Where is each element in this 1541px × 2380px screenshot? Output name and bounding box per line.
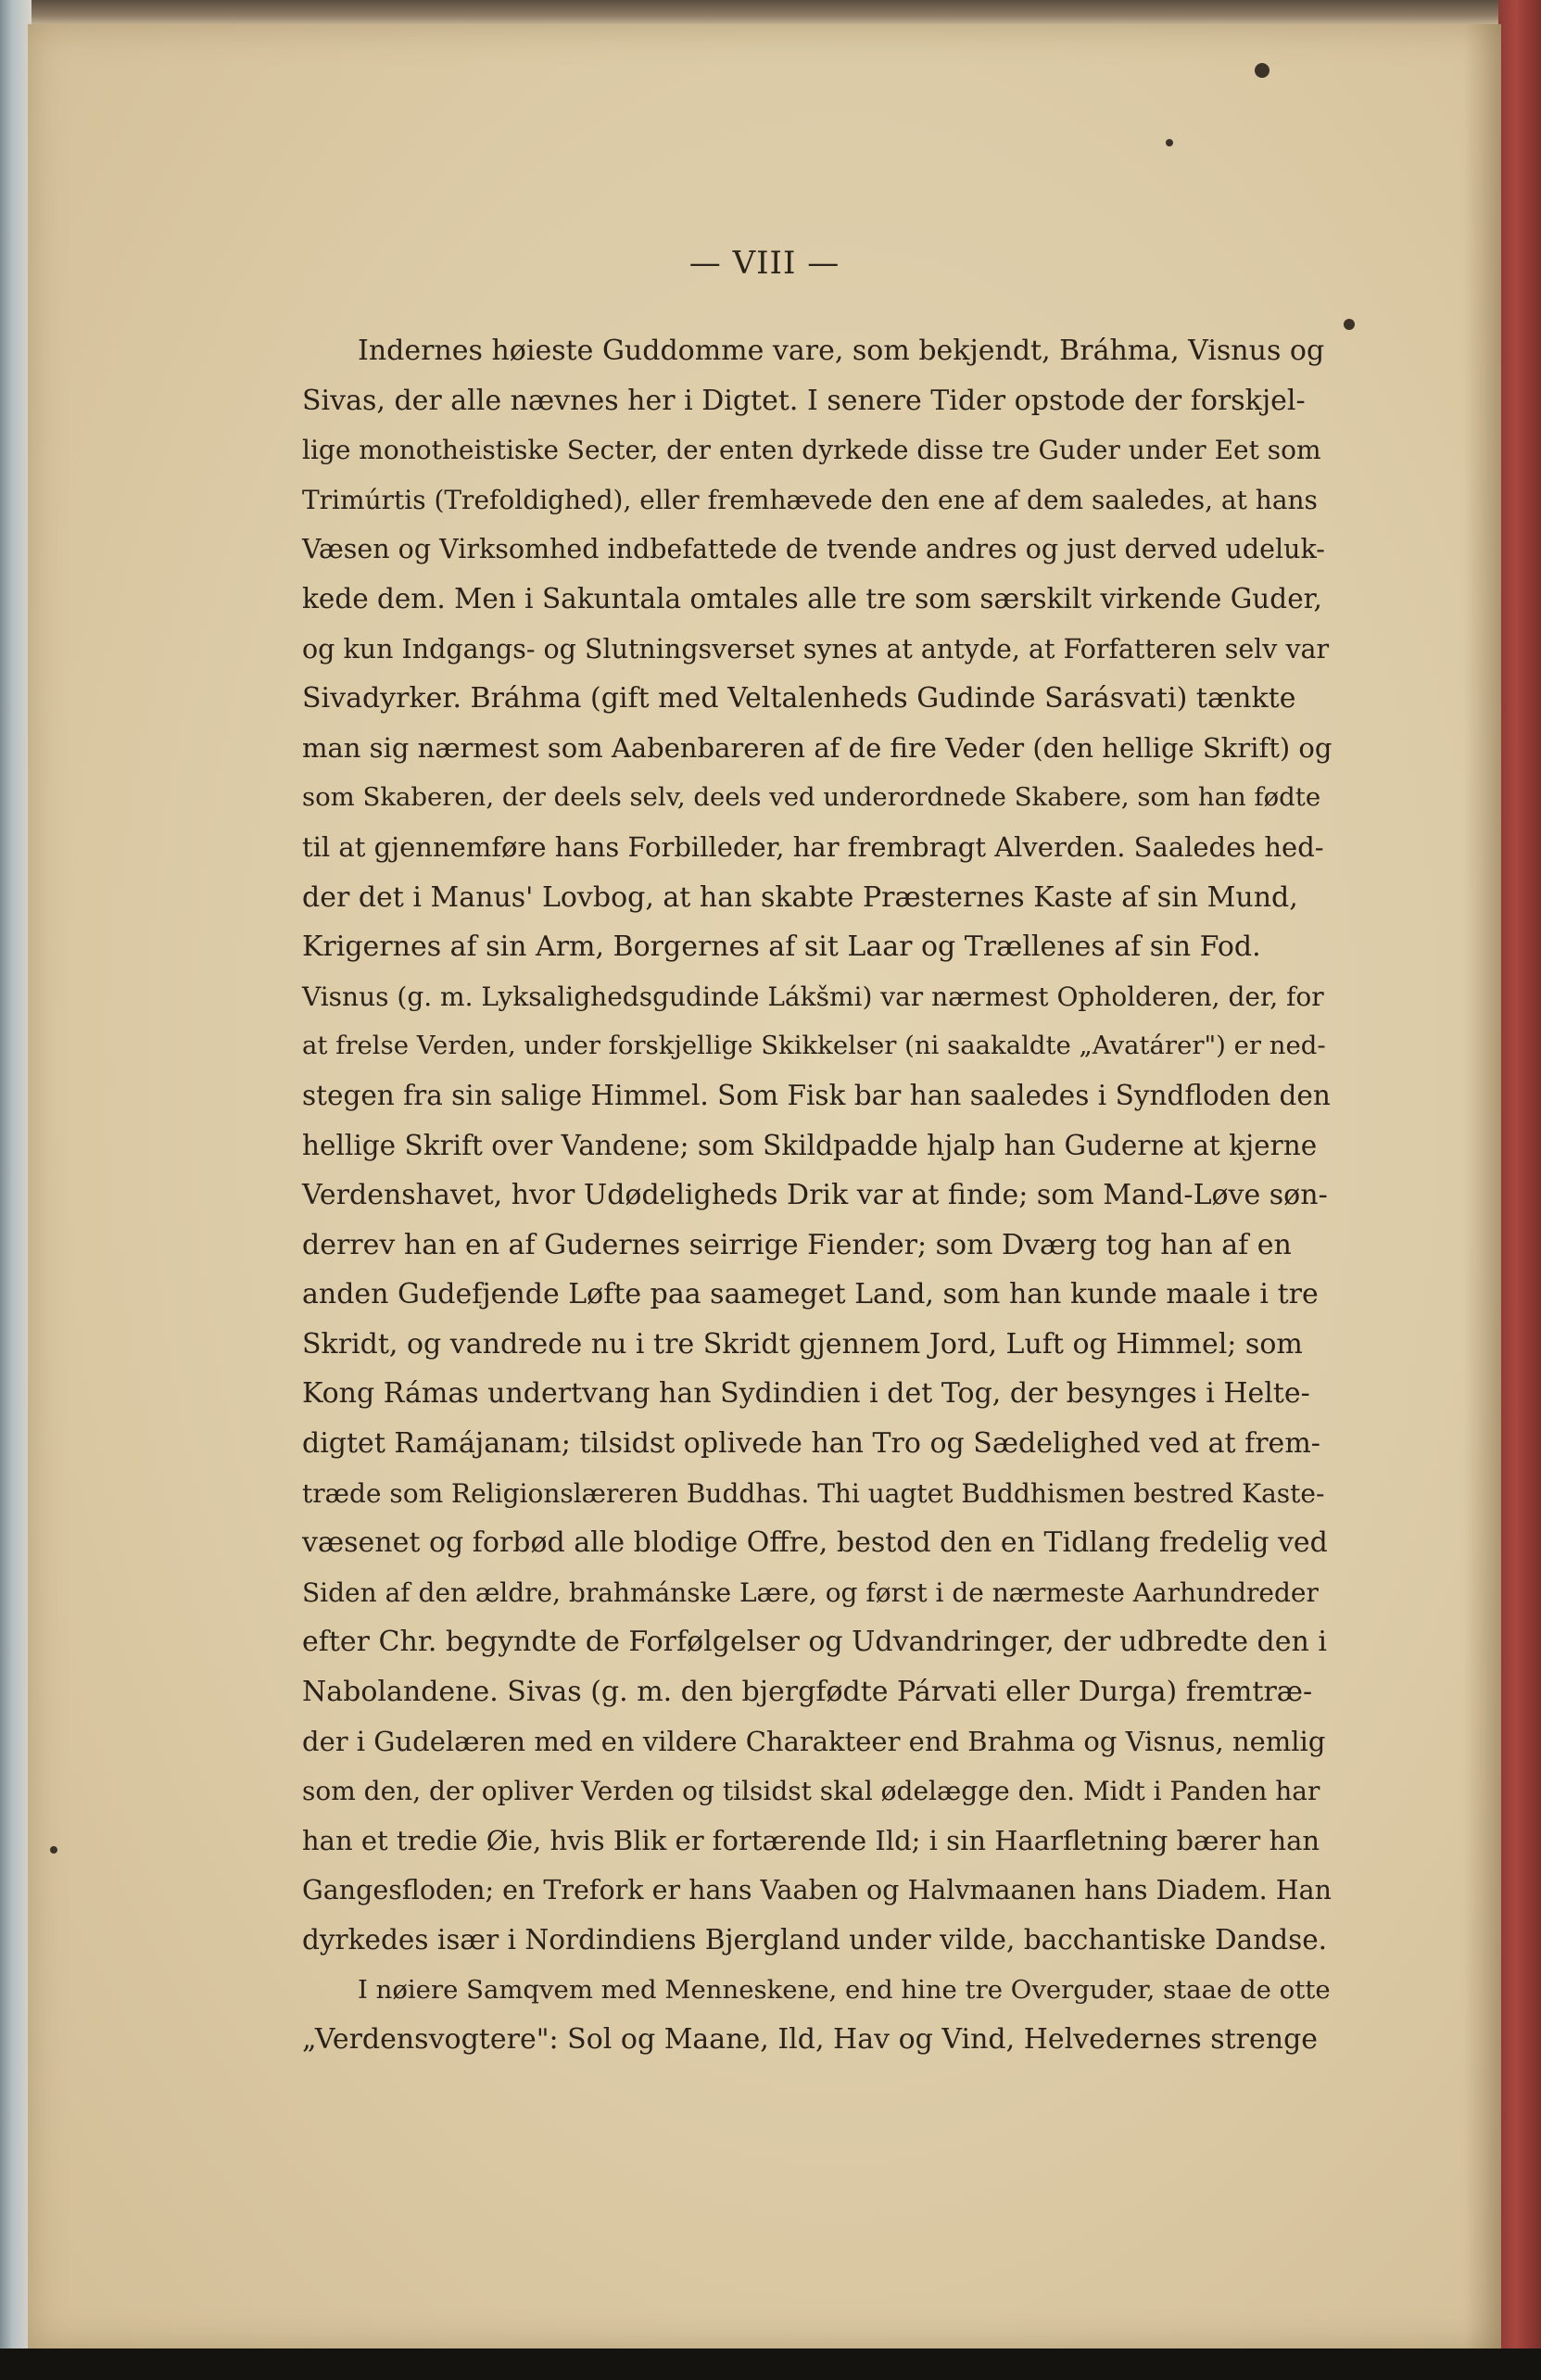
text-line: I nøiere Samqvem med Menneskene, end hine tre Overguder, staae de otte (358, 1974, 1331, 2005)
text-line: Sivas, der alle nævnes her i Digtet. I senere Tider opstode der forskjel- (302, 384, 1306, 417)
text-line: til at gjennemføre hans Forbilleder, har frembragt Alverden. Saaledes hed- (302, 830, 1324, 863)
text-line: digtet Ramájanam; tilsidst oplivede han Tro og Sædelighed ved at frem- (302, 1427, 1320, 1461)
text-line: og kun Indgangs- og Slutningsverset synes at antyde, at Forfatteren selv var (302, 633, 1330, 665)
text-line: træde som Religionslæreren Buddhas. Thi uagtet Buddhismen bestred Kaste- (302, 1477, 1325, 1509)
text-line: Indernes høieste Guddomme vare, som bekjendt, Bráhma, Visnus og (358, 335, 1325, 367)
text-line: Kong Rámas undertvang han Sydindien i det Tog, der besynges i Helte- (302, 1377, 1310, 1411)
text-line: derrev han en af Gudernes seirrige Fiender; som Dværg tog han af en (302, 1228, 1292, 1261)
text-line: Siden af den ældre, brahmánske Lære, og først i de nærmeste Aarhundreder (302, 1576, 1319, 1608)
text-line: Sivadyrker. Bráhma (gift med Veltalenheds Gudinde Sarásvati) tænkte (302, 682, 1296, 715)
text-line: efter Chr. begyndte de Forfølgelser og Udvandringer, der udbredte den i (302, 1626, 1327, 1659)
text-line: Trimúrtis (Trefoldighed), eller fremhævede den ene af dem saaledes, at hans (302, 484, 1318, 515)
text-line: kede dem. Men i Sakuntala omtales alle tre som særskilt virkende Guder, (302, 582, 1322, 614)
text-line: at frelse Verden, under forskjellige Skikkelser (ni saakaldte „Avatárer") er ned- (302, 1031, 1326, 1061)
text-line: „Verdensvogtere": Sol og Maane, Ild, Hav og Vind, Helvedernes strenge (302, 2023, 1319, 2057)
page-header: — VIII — (688, 245, 840, 282)
ink-speck (1344, 319, 1355, 330)
text-line: hellige Skrift over Vandene; som Skildpadde hjalp han Guderne at kjerne (302, 1129, 1318, 1161)
text-line: Gangesfloden; en Trefork er hans Vaaben og Halvmaanen hans Diadem. Han (302, 1875, 1332, 1906)
text-line: han et tredie Øie, hvis Blik er fortærende Ild; i sin Haarfletning bærer han (302, 1824, 1320, 1856)
text-line: som den, der opliver Verden og tilsidst skal ødelægge den. Midt i Panden har (302, 1776, 1320, 1807)
text-line: stegen fra sin salige Himmel. Som Fisk bar han saaledes i Syndfloden den (302, 1079, 1331, 1111)
scan-bottom-edge (0, 2348, 1541, 2380)
text-line: lige monotheistiske Secter, der enten dyrkede disse tre Guder under Eet som (302, 435, 1321, 466)
text-line: Krigernes af sin Arm, Borgernes af sit Laar og Trællenes af sin Fod. (302, 930, 1261, 964)
text-line: Nabolandene. Sivas (g. m. den bjergfødte Párvati eller Durga) fremtræ- (302, 1676, 1313, 1709)
text-line: Visnus (g. m. Lyksalighedsgudinde Lákšmi) var nærmest Opholderen, der, for (302, 981, 1324, 1012)
text-line: anden Gudefjende Løfte paa saameget Land, som han kunde maale i tre (302, 1278, 1319, 1311)
text-line: der det i Manus' Lovbog, at han skabte Præsternes Kaste af sin Mund, (302, 880, 1298, 914)
body-text (302, 326, 1333, 2065)
text-line: som Skaberen, der deels selv, deels ved underordnede Skabere, som han fødte (302, 782, 1321, 813)
book-cover-edge (1498, 0, 1541, 2380)
ink-speck (1255, 63, 1269, 78)
text-line: der i Gudelæren med en vildere Charakteer end Brahma og Visnus, nemlig (302, 1725, 1326, 1757)
ink-speck (1166, 139, 1173, 146)
ink-speck (50, 1846, 57, 1854)
text-line: dyrkedes især i Nordindiens Bjergland under vilde, bacchantiske Dandse. (302, 1924, 1328, 1956)
gutter-shadow (1464, 24, 1501, 2350)
text-line: væsenet og forbød alle blodige Offre, bestod den en Tidlang fredelig ved (302, 1526, 1328, 1560)
text-line: Væsen og Virksomhed indbefattede de tvende andres og just derved udeluk- (302, 534, 1325, 565)
page-left-edge (0, 0, 32, 2380)
text-line: Skridt, og vandrede nu i tre Skridt gjennem Jord, Luft og Himmel; som (302, 1327, 1303, 1361)
text-line: man sig nærmest som Aabenbareren af de fire Veder (den hellige Skrift) og (302, 731, 1333, 764)
book-page (28, 24, 1501, 2350)
page-top-edge (0, 0, 1541, 26)
text-line: Verdenshavet, hvor Udødeligheds Drik var at finde; som Mand-Løve søn- (302, 1179, 1328, 1212)
